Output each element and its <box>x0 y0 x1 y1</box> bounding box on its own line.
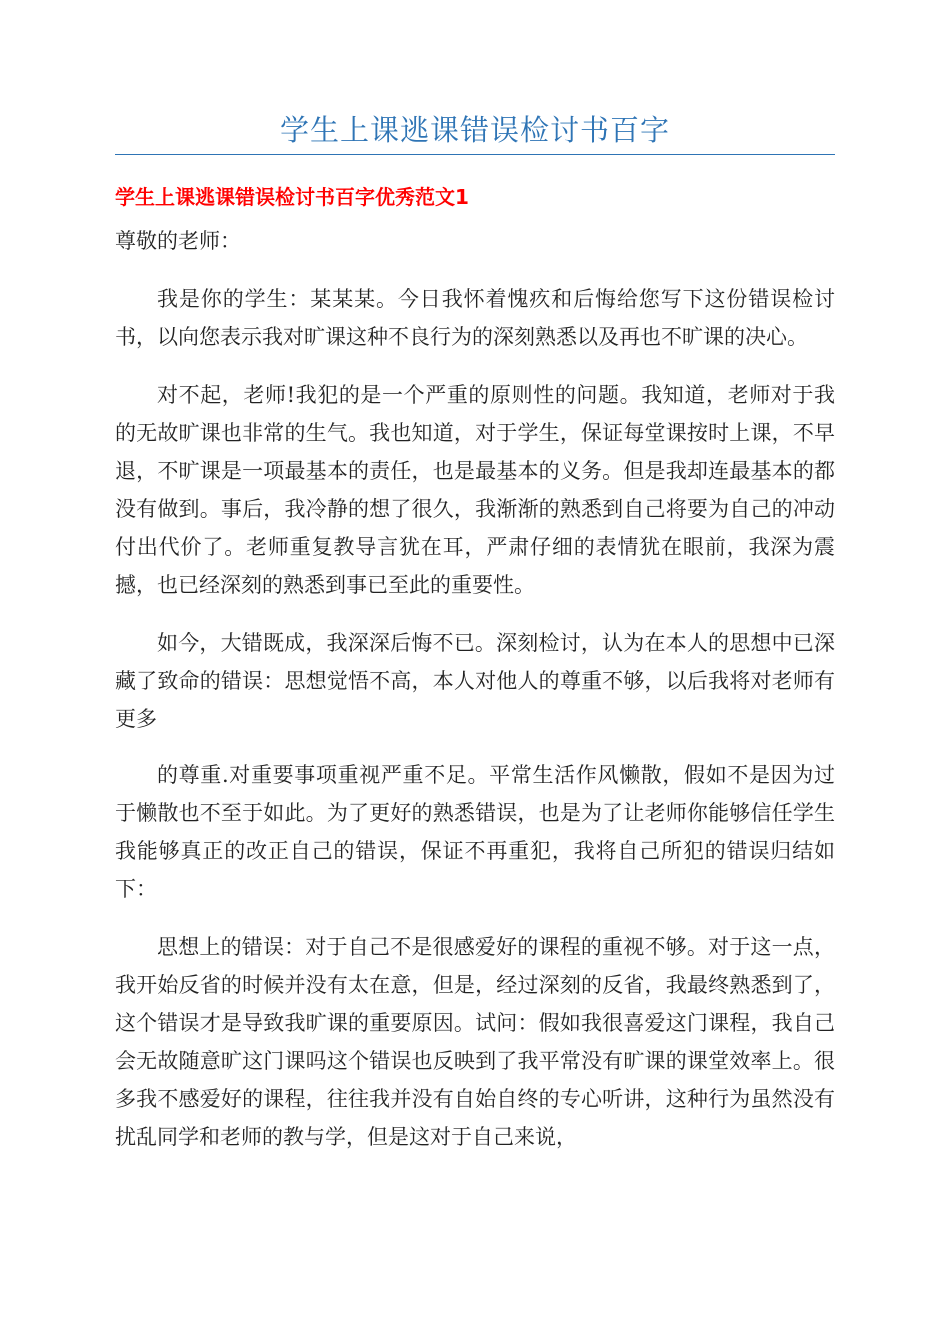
paragraph-5: 思想上的错误：对于自己不是很感爱好的课程的重视不够。对于这一点，我开始反省的时候并没有太在意，但是，经过深刻的反省，我最终熟悉到了，这个错误才是导致我旷课的重要原因。试问：假如我很喜爱这门课程，我自己会无故随意旷这门课吗这个错误也反映到了我平常没有旷课的课堂效率上。很多我不感爱好的课程，往往我并没有自始自终的专心听讲，这种行为虽然没有扰乱同学和老师的教与学，但是这对于自己来说， <box>115 935 835 1149</box>
document-body <box>115 222 835 1176</box>
paragraph-3: 如今，大错既成，我深深后悔不已。深刻检讨，认为在本人的思想中已深藏了致命的错误：思想觉悟不高，本人对他人的尊重不够，以后我将对老师有更多 <box>115 631 835 731</box>
title-underline <box>115 154 835 155</box>
document-title: 学生上课逃课错误检讨书百字 <box>279 113 670 147</box>
salutation: 尊敬的老师： <box>115 229 241 253</box>
section-heading: 学生上课逃课错误检讨书百字优秀范文1 <box>115 185 469 209</box>
paragraph-4: 的尊重.对重要事项重视严重不足。平常生活作风懒散，假如不是因为过于懒散也不至于如此。为了更好的熟悉错误，也是为了让老师你能够信任学生我能够真正的改正自己的错误，保证不再重犯，我将自己所犯的错误归结如下： <box>115 763 835 901</box>
paragraph-2: 对不起，老师!我犯的是一个严重的原则性的问题。我知道，老师对于我的无故旷课也非常的生气。我也知道，对于学生，保证每堂课按时上课，不早退，不旷课是一项最基本的责任，也是最基本的义务。但是我却连最基本的都没有做到。事后，我冷静的想了很久，我渐渐的熟悉到自己将要为自己的冲动付出代价了。老师重复教导言犹在耳，严肃仔细的表情犹在眼前，我深为震撼，也已经深刻的熟悉到事已至此的重要性。 <box>115 383 835 597</box>
paragraph-1: 我是你的学生：某某某。今日我怀着愧疚和后悔给您写下这份错误检讨书，以向您表示我对旷课这种不良行为的深刻熟悉以及再也不旷课的决心。 <box>115 287 835 349</box>
